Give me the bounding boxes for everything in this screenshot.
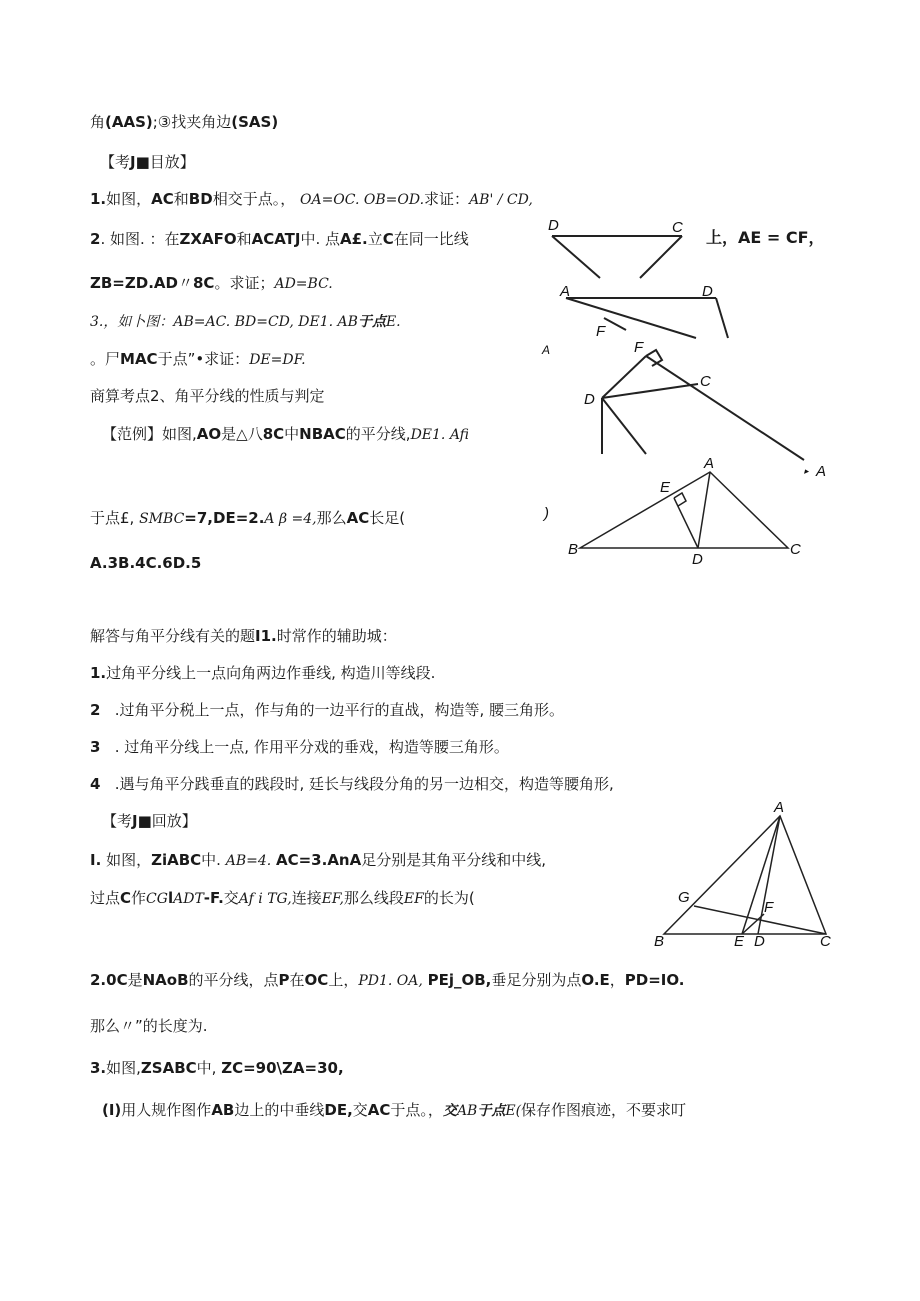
text: 1. [90, 190, 107, 208]
text: 过点 [90, 889, 121, 907]
label-e: E [734, 933, 745, 950]
text: 时常作的辅助城： [276, 627, 397, 645]
text: 求证： [424, 190, 470, 208]
line-23 [102, 1100, 686, 1121]
text: 垂足分别为点 [491, 971, 582, 989]
line-6 [90, 311, 401, 332]
line-16 [90, 774, 614, 794]
text: AC [367, 1101, 391, 1119]
label-a-small: A [542, 343, 551, 357]
text: PEj_OB, [427, 971, 492, 989]
label-a: A [816, 463, 827, 480]
figure-5 [648, 800, 848, 952]
text: 2 [90, 230, 101, 248]
text: 于点 [357, 314, 386, 330]
text: 在同一比线 [393, 230, 469, 248]
text: EF, [321, 891, 344, 907]
text: ADT [173, 891, 204, 907]
text: 相交于点。， [212, 190, 296, 208]
text: 。求证； [214, 274, 275, 292]
text: 目放】 [149, 153, 195, 171]
line-4 [90, 229, 469, 249]
text: AB' / CD, [469, 192, 533, 208]
text: 如图， [106, 190, 152, 208]
text: 〃 [177, 274, 193, 292]
text: 在 [289, 971, 305, 989]
line-22 [90, 1058, 344, 1078]
text: PD=IO. [624, 971, 685, 989]
line-20 [90, 970, 685, 991]
text: ACATJ [251, 230, 301, 248]
text: 和 [173, 190, 189, 208]
text: =7,DE=2. [184, 509, 265, 527]
text: 【考 [102, 812, 133, 830]
text: AO [196, 425, 222, 443]
line-14 [90, 700, 564, 720]
line-4-right: 上，AE = CF， [706, 228, 825, 247]
text: 的平分线, [345, 425, 411, 443]
text: I1. [255, 627, 277, 645]
arrow-mark: ▸ [804, 466, 809, 476]
text: 于点”•求证： [157, 350, 250, 368]
text: 交 [352, 1101, 368, 1119]
line-18 [90, 850, 546, 871]
label-d: D [754, 933, 765, 950]
text: Af i TG, [238, 891, 292, 907]
text: J■ [132, 812, 152, 830]
text: (AAS) [105, 113, 153, 131]
text: 解答与角平分线有关的题 [90, 627, 256, 645]
segment-a [566, 298, 696, 338]
text: OC [304, 971, 329, 989]
figure-4 [540, 452, 820, 572]
label-b: B [568, 541, 579, 558]
label-b: B [654, 933, 665, 950]
line-13 [90, 663, 435, 683]
text: 于点。， [390, 1101, 443, 1119]
text: 是 [127, 971, 143, 989]
line-10 [90, 508, 405, 529]
label-g: G [678, 889, 690, 906]
text: 4 [90, 775, 101, 793]
text: DE=DF. [249, 352, 306, 368]
text: ;③找夹角边 [152, 113, 232, 131]
label-a: A [560, 283, 571, 300]
text: 2 [90, 701, 101, 719]
text: 是△八 [221, 425, 263, 443]
figure-2 [556, 282, 736, 342]
line-5 [90, 273, 333, 294]
label-c: C [672, 219, 683, 236]
label-c: C [820, 933, 831, 950]
text: ZSABC [140, 1059, 197, 1077]
text: NAoB [142, 971, 189, 989]
label-d: D [702, 283, 713, 300]
text: DE, [324, 1101, 353, 1119]
label-a: A [704, 455, 715, 472]
text: 那么 [316, 509, 347, 527]
text: ZC=90\ZA=30, [221, 1059, 344, 1077]
line-12 [90, 626, 397, 646]
line-2 [100, 152, 195, 172]
segment-dc [602, 384, 698, 398]
text: DE1. Afi [410, 427, 470, 443]
text: 中, [196, 1059, 217, 1077]
text: AD=BC. [274, 276, 333, 292]
label-c: C [700, 373, 711, 390]
text: MAC [120, 350, 158, 368]
text: 边上的中垂线 [234, 1101, 325, 1119]
text: 8C [262, 425, 285, 443]
text: ZiABC [151, 851, 202, 869]
text: S [139, 511, 149, 527]
text: I. [90, 851, 102, 869]
text: ZXAFO [179, 230, 237, 248]
text: 立 [367, 230, 383, 248]
text: MBC [148, 511, 185, 527]
text: CG [146, 891, 168, 907]
text: 连接 [291, 889, 322, 907]
segment-f [604, 318, 626, 330]
text: 回放】 [151, 812, 197, 830]
text: E. [385, 314, 401, 330]
text: EF [403, 891, 424, 907]
segment-ad [698, 472, 710, 548]
label-c: C [790, 541, 801, 558]
text: 长足( [369, 509, 406, 527]
text: 8C [192, 274, 215, 292]
text: . 过角平分线上一点, 作用平分戏的垂戏，构造等腰三角形。 [114, 738, 509, 756]
text: O.E [581, 971, 610, 989]
line-7 [90, 349, 306, 370]
text: AB=AC. BD=CD, DE1. AB [173, 314, 358, 330]
text: 角 [90, 113, 106, 131]
text: AC [151, 190, 174, 208]
segment-d [552, 236, 600, 278]
segment-fa [646, 356, 804, 460]
text: C [120, 889, 132, 907]
text: J■ [130, 153, 150, 171]
line-1 [90, 112, 278, 132]
text: 如图， [106, 851, 152, 869]
label-f: F [634, 339, 644, 356]
text: BD [188, 190, 213, 208]
line-17 [102, 811, 197, 831]
text: 的长为( [423, 889, 475, 907]
text: .遇与角平分践垂直的践段时, 廷长与线段分角的另一边相交，构造等腰角形, [114, 775, 614, 793]
text: 和 [236, 230, 252, 248]
text: 。尸 [90, 350, 121, 368]
text: ， [609, 971, 625, 989]
text: OA=OC. OB=OD. [299, 192, 425, 208]
figure-1 [540, 212, 700, 282]
line-9 [102, 424, 469, 445]
text: AB [456, 1103, 478, 1119]
segment-dlow [602, 398, 646, 454]
text: -F. [203, 889, 224, 907]
text: 中 [284, 425, 300, 443]
text: AC=3.AnA [276, 851, 362, 869]
line-21: 那么〃”的长度为. [90, 1017, 208, 1035]
label-d: D [692, 551, 703, 568]
line-19 [90, 888, 475, 909]
text: A β =4, [264, 511, 317, 527]
text: 中. [201, 851, 221, 869]
line-15 [90, 737, 509, 757]
segment-d [716, 298, 728, 338]
label-d: D [548, 217, 559, 234]
label-e: E [660, 479, 671, 496]
text: 3. [90, 1059, 107, 1077]
text: 过角平分线上一点向角两边作垂线, 构造川等线段. [106, 664, 436, 682]
text: 1. [90, 664, 107, 682]
text: 保存作图痕迹，不要求叮 [521, 1101, 687, 1119]
text: 2.0C [90, 971, 128, 989]
text: 于点 [477, 1103, 506, 1119]
segment-gc [694, 906, 826, 934]
segment-de [674, 498, 698, 548]
right-angle-mark [674, 493, 686, 506]
segment-c [640, 236, 682, 278]
line-3 [90, 189, 533, 210]
text: 中. 点 [300, 230, 341, 248]
text: AB [211, 1101, 235, 1119]
text: l [167, 889, 174, 907]
triangle-abc [580, 472, 788, 548]
paren: ) [544, 505, 549, 522]
text: PD1. OA, [358, 973, 423, 989]
text: AB=4. [225, 853, 272, 869]
text: 交 [223, 889, 239, 907]
text: .过角平分税上一点，作与角的一边平行的直战，构造等, 腰三角形。 [114, 701, 565, 719]
text: AC [346, 509, 370, 527]
text: (SAS) [231, 113, 279, 131]
text: 3 [90, 738, 101, 756]
text: ZB=ZD.AD [90, 274, 178, 292]
label-a: A [774, 800, 785, 816]
text: 那么线段 [343, 889, 404, 907]
text: 用人规作图作 [121, 1101, 212, 1119]
text: 【考 [100, 153, 131, 171]
text: 交 [442, 1103, 457, 1119]
text: (I) [102, 1101, 122, 1119]
text: 的平分线，点 [188, 971, 279, 989]
text: 上， [328, 971, 359, 989]
line-11: A.3B.4C.6D.5 [90, 554, 202, 572]
text: 于点£, [90, 509, 135, 527]
text: 如图, [106, 1059, 141, 1077]
label-d: D [584, 391, 595, 408]
text: P [278, 971, 290, 989]
line-8: 商算考点2、角平分线的性质与判定 [90, 387, 325, 405]
text: 足分别是其角平分线和中线, [361, 851, 546, 869]
text: 【范例】如图, [102, 425, 197, 443]
text: E( [505, 1103, 522, 1119]
label-f: F [764, 899, 774, 916]
text: A£. [340, 230, 368, 248]
label-f: F [596, 323, 606, 340]
text: 3.，如卜图： [90, 314, 174, 330]
text: 作 [131, 889, 147, 907]
text: . 如图. ：在 [100, 230, 180, 248]
text: NBAC [299, 425, 346, 443]
text: C [382, 230, 394, 248]
